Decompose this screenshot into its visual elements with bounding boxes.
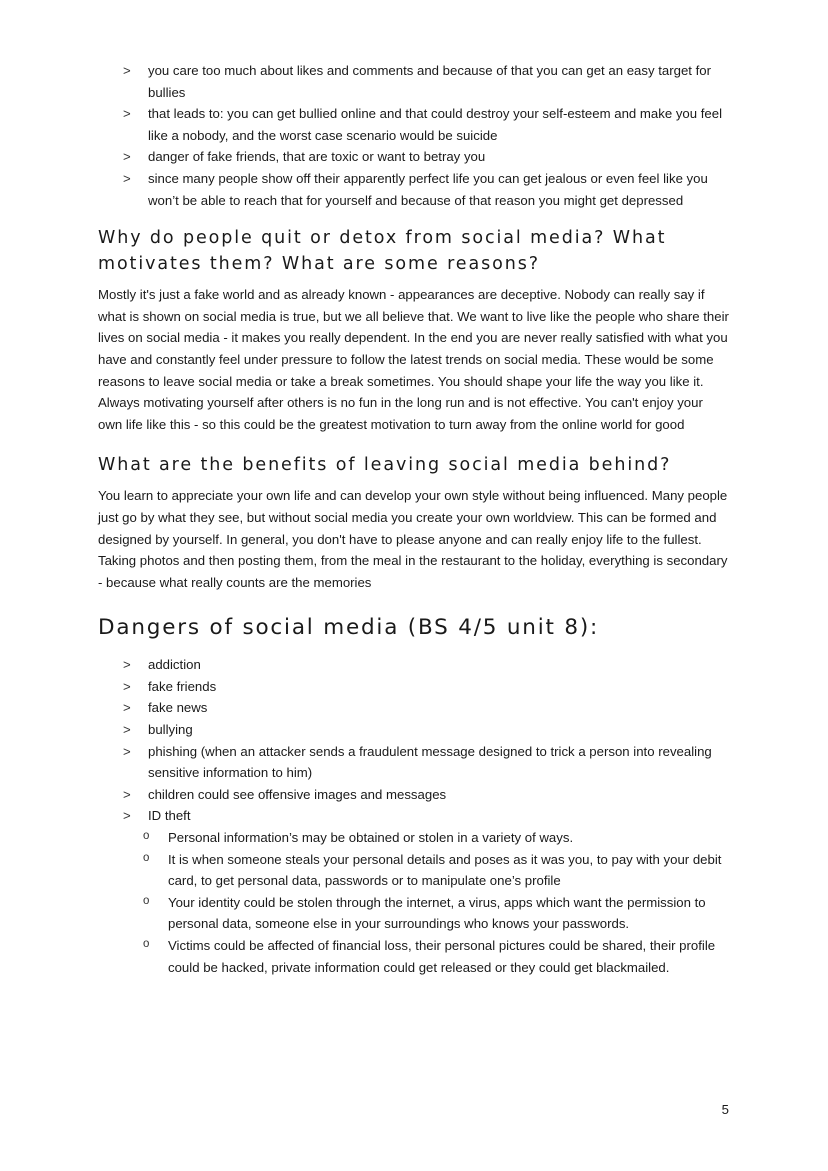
page-number: 5 (721, 1102, 729, 1117)
list-item-id-theft (148, 805, 730, 978)
question-heading-benefits: What are the benefits of leaving social media behind? (98, 455, 672, 476)
list-item: > phishing (when an attacker sends a fraudulent message designed to trick a person into revealing sensitive information to him) (148, 741, 730, 784)
sub-list-item: o Victims could be affected of financial loss, their personal pictures could be shared, their profile could be hacked, private information could get released or they could get blackmailed. (168, 935, 730, 978)
list-item: > bullying (148, 719, 730, 741)
list-item: > fake friends (148, 676, 730, 698)
answer-paragraph-benefits: You learn to appreciate your own life and can develop your own style without being influenced. Many people just go by what they see, but without social media you create your own worldview. This can be formed and designed by yourself. In general, you don't have to please anyone and can really enjoy life to the fullest. Taking photos and then posting them, from the meal in the restaurant to the holiday, everything is secondary - because what really counts are the memories (98, 488, 728, 590)
list-item: > that leads to: you can get bullied online and that could destroy your self-esteem and make you feel like a nobody, and the worst case scenario would be suicide (148, 103, 730, 146)
id-theft-sublist (148, 827, 730, 978)
sub-list-item: o Personal information’s may be obtained or stolen in a variety of ways. (168, 827, 730, 849)
top-bullet-list (98, 60, 730, 211)
sub-list-item: o Your identity could be stolen through the internet, a virus, apps which want the permission to personal data, someone else in your surroundings who knows your passwords. (168, 892, 730, 935)
section-heading-dangers: Dangers of social media (BS 4/5 unit 8): (98, 615, 600, 641)
list-item-label: ID theft (148, 808, 191, 824)
answer-paragraph-detox: Mostly it's just a fake world and as already known - appearances are deceptive. Nobody can really say if what is shown on social media is true, but we all believe that. We want to live like the people who share their lives on social media - it makes you really dependent. In the end you are never really satisfied with what you have and constantly feel under pressure to follow the latest trends on social media. These would be some reasons to leave social media or take a break sometimes. You should shape your life the way you like it. Always motivating yourself after others is no fun in the long run and is not effective. You can't enjoy your own life like this - so this could be the greatest motivation to turn away from the online world for good (98, 287, 729, 432)
page-content (98, 60, 730, 978)
list-item: > danger of fake friends, that are toxic or want to betray you (148, 146, 730, 168)
list-item: > children could see offensive images and messages (148, 784, 730, 806)
list-item: > addiction (148, 654, 730, 676)
question-heading-detox: Why do people quit or detox from social media? What motivates them? What are some reasons? (98, 228, 667, 275)
list-item: > since many people show off their apparently perfect life you can get jealous or even feel like you won’t be able to reach that for yourself and because of that reason you might get depressed (148, 168, 730, 211)
list-item: > you care too much about likes and comments and because of that you can get an easy target for bullies (148, 60, 730, 103)
dangers-list (98, 654, 730, 978)
sub-list-item: o It is when someone steals your personal details and poses as it was you, to pay with your debit card, to get personal data, passwords or to manipulate one’s profile (168, 849, 730, 892)
list-item: > fake news (148, 697, 730, 719)
